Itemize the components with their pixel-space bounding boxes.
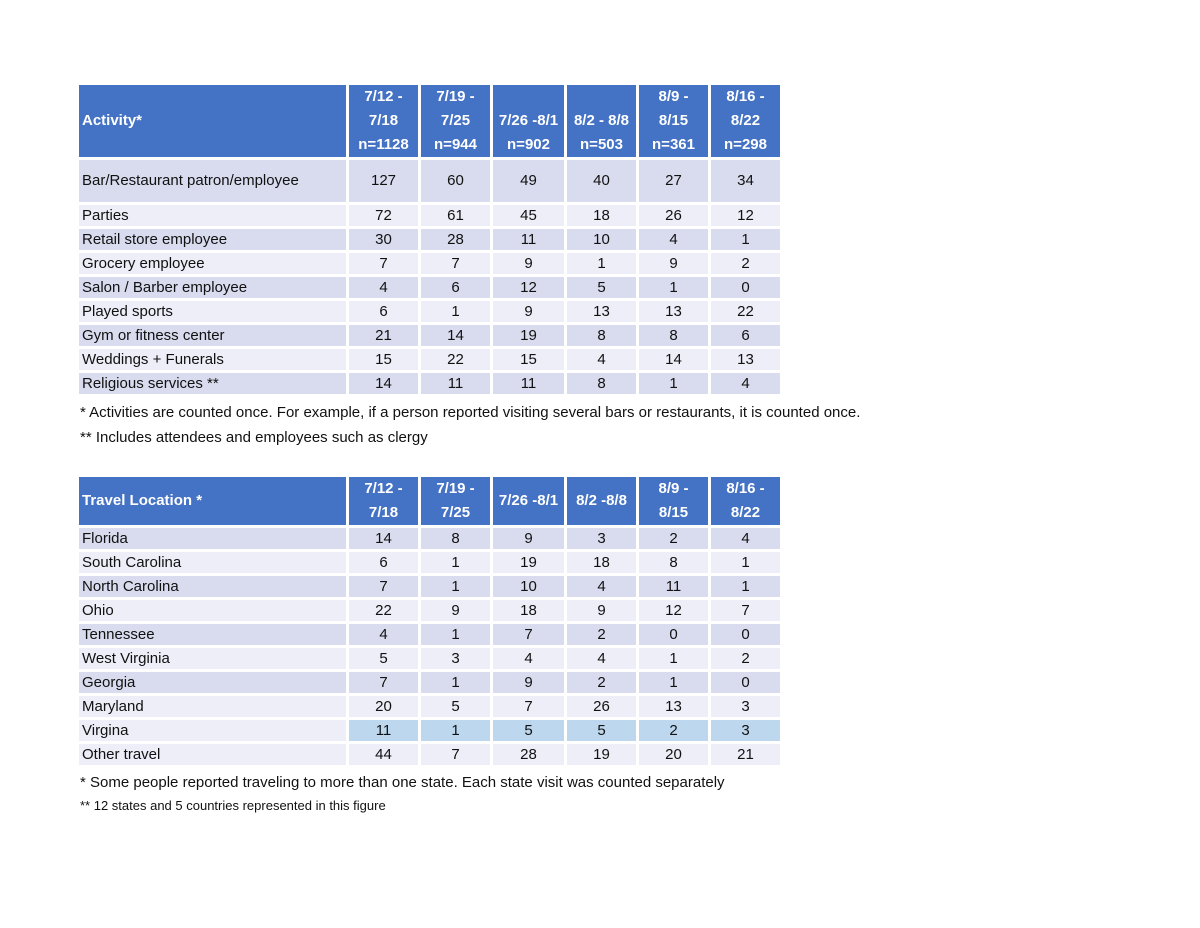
table-cell: 4	[493, 648, 564, 669]
table-cell: 1	[711, 552, 780, 573]
table-cell: 26	[639, 205, 708, 226]
table-cell: 4	[639, 229, 708, 250]
week-column-header: 7/19 - 7/25	[421, 477, 490, 525]
activity-label: Parties	[79, 205, 346, 226]
table-row	[79, 648, 780, 669]
table-cell: 22	[421, 349, 490, 370]
week-column-header: 8/2 -8/8	[567, 477, 636, 525]
table-cell: 12	[711, 205, 780, 226]
activity-footnote: * Activities are counted once. For example, if a person reported visiting several bars or restaurants, it is counted once.	[80, 404, 861, 421]
table-cell: 7	[349, 672, 418, 693]
table-cell: 1	[421, 720, 490, 741]
table-row	[79, 576, 780, 597]
table-cell: 7	[493, 624, 564, 645]
table-cell: 10	[493, 576, 564, 597]
table-cell: 4	[349, 277, 418, 298]
table-row	[79, 373, 780, 394]
table-cell: 30	[349, 229, 418, 250]
travel-header-row	[79, 477, 780, 525]
table-cell: 4	[567, 648, 636, 669]
table-cell: 45	[493, 205, 564, 226]
table-cell: 9	[639, 253, 708, 274]
activity-label: Salon / Barber employee	[79, 277, 346, 298]
table-cell: 8	[567, 373, 636, 394]
table-cell: 13	[567, 301, 636, 322]
table-cell: 14	[421, 325, 490, 346]
table-cell: 0	[711, 277, 780, 298]
table-cell: 44	[349, 744, 418, 765]
table-cell: 19	[567, 744, 636, 765]
activity-column-header: Activity*	[79, 85, 346, 157]
location-label: Tennessee	[79, 624, 346, 645]
table-cell: 28	[421, 229, 490, 250]
location-label: North Carolina	[79, 576, 346, 597]
table-cell: 1	[639, 373, 708, 394]
table-row	[79, 349, 780, 370]
activity-label: Retail store employee	[79, 229, 346, 250]
table-cell: 9	[493, 253, 564, 274]
table-row	[79, 672, 780, 693]
table-cell: 1	[639, 648, 708, 669]
activity-label: Religious services **	[79, 373, 346, 394]
table-cell: 7	[349, 576, 418, 597]
table-cell: 3	[711, 696, 780, 717]
table-cell: 18	[493, 600, 564, 621]
table-cell: 7	[421, 253, 490, 274]
table-cell: 5	[349, 648, 418, 669]
table-cell: 19	[493, 552, 564, 573]
table-cell: 13	[711, 349, 780, 370]
table-cell: 4	[711, 528, 780, 549]
table-cell: 10	[567, 229, 636, 250]
week-column-header: 8/9 - 8/15	[639, 477, 708, 525]
activity-table	[76, 82, 783, 397]
table-cell: 11	[493, 229, 564, 250]
table-cell: 11	[493, 373, 564, 394]
table-cell: 0	[711, 624, 780, 645]
table-row	[79, 624, 780, 645]
table-cell: 12	[493, 277, 564, 298]
activity-label: Grocery employee	[79, 253, 346, 274]
table-cell: 6	[421, 277, 490, 298]
table-cell: 4	[349, 624, 418, 645]
location-label: Georgia	[79, 672, 346, 693]
table-cell: 61	[421, 205, 490, 226]
table-row	[79, 160, 780, 202]
table-cell: 9	[421, 600, 490, 621]
table-cell: 2	[639, 720, 708, 741]
table-cell: 34	[711, 160, 780, 202]
table-cell: 15	[349, 349, 418, 370]
travel-column-header: Travel Location *	[79, 477, 346, 525]
table-row	[79, 301, 780, 322]
table-cell: 20	[349, 696, 418, 717]
table-cell: 11	[639, 576, 708, 597]
table-cell: 4	[711, 373, 780, 394]
week-column-header: 7/12 - 7/18 n=1128	[349, 85, 418, 157]
table-row	[79, 696, 780, 717]
table-row	[79, 600, 780, 621]
activity-label: Weddings + Funerals	[79, 349, 346, 370]
table-cell: 11	[421, 373, 490, 394]
table-row	[79, 325, 780, 346]
week-column-header: 7/19 - 7/25 n=944	[421, 85, 490, 157]
table-cell: 8	[639, 325, 708, 346]
location-label: Other travel	[79, 744, 346, 765]
table-cell: 22	[711, 301, 780, 322]
table-cell: 2	[567, 624, 636, 645]
table-cell: 1	[421, 672, 490, 693]
table-row	[79, 277, 780, 298]
travel-footnote: * Some people reported traveling to more than one state. Each state visit was counted separately	[80, 774, 725, 791]
travel-table	[76, 474, 783, 768]
table-cell: 1	[711, 229, 780, 250]
table-cell: 15	[493, 349, 564, 370]
table-cell: 18	[567, 552, 636, 573]
table-cell: 4	[567, 349, 636, 370]
week-column-header: 8/16 - 8/22	[711, 477, 780, 525]
table-cell: 1	[421, 624, 490, 645]
table-cell: 1	[421, 576, 490, 597]
table-cell: 1	[567, 253, 636, 274]
table-cell: 127	[349, 160, 418, 202]
table-cell: 14	[349, 373, 418, 394]
table-cell: 27	[639, 160, 708, 202]
table-cell: 5	[567, 720, 636, 741]
table-cell: 11	[349, 720, 418, 741]
table-cell: 18	[567, 205, 636, 226]
table-cell: 7	[711, 600, 780, 621]
table-cell: 21	[349, 325, 418, 346]
travel-footnote: ** 12 states and 5 countries represented in this figure	[80, 798, 386, 813]
table-cell: 22	[349, 600, 418, 621]
week-column-header: 7/26 -8/1	[493, 477, 564, 525]
table-cell: 2	[711, 253, 780, 274]
table-row	[79, 744, 780, 765]
table-cell: 28	[493, 744, 564, 765]
table-cell: 2	[639, 528, 708, 549]
table-cell: 8	[639, 552, 708, 573]
table-cell: 9	[567, 600, 636, 621]
table-cell: 6	[711, 325, 780, 346]
table-row	[79, 205, 780, 226]
table-cell: 8	[567, 325, 636, 346]
table-cell: 3	[711, 720, 780, 741]
table-cell: 2	[567, 672, 636, 693]
table-cell: 60	[421, 160, 490, 202]
table-cell: 20	[639, 744, 708, 765]
table-row	[79, 229, 780, 250]
table-cell: 72	[349, 205, 418, 226]
table-cell: 1	[639, 277, 708, 298]
table-cell: 0	[639, 624, 708, 645]
activity-label: Gym or fitness center	[79, 325, 346, 346]
location-label: Virgina	[79, 720, 346, 741]
activity-footnote: ** Includes attendees and employees such as clergy	[80, 429, 428, 446]
table-cell: 6	[349, 552, 418, 573]
table-cell: 9	[493, 672, 564, 693]
week-column-header: 8/9 - 8/15 n=361	[639, 85, 708, 157]
table-row	[79, 720, 780, 741]
location-label: Florida	[79, 528, 346, 549]
table-row	[79, 253, 780, 274]
table-cell: 7	[349, 253, 418, 274]
table-cell: 7	[493, 696, 564, 717]
location-label: Ohio	[79, 600, 346, 621]
table-cell: 21	[711, 744, 780, 765]
table-cell: 13	[639, 696, 708, 717]
table-cell: 1	[639, 672, 708, 693]
table-cell: 9	[493, 528, 564, 549]
week-column-header: 8/16 - 8/22 n=298	[711, 85, 780, 157]
table-cell: 4	[567, 576, 636, 597]
table-cell: 12	[639, 600, 708, 621]
table-cell: 26	[567, 696, 636, 717]
table-cell: 5	[421, 696, 490, 717]
location-label: West Virginia	[79, 648, 346, 669]
table-row	[79, 552, 780, 573]
table-row	[79, 528, 780, 549]
table-cell: 14	[349, 528, 418, 549]
location-label: South Carolina	[79, 552, 346, 573]
table-cell: 7	[421, 744, 490, 765]
week-column-header: 7/12 - 7/18	[349, 477, 418, 525]
table-cell: 8	[421, 528, 490, 549]
activity-label: Played sports	[79, 301, 346, 322]
location-label: Maryland	[79, 696, 346, 717]
table-cell: 19	[493, 325, 564, 346]
table-cell: 40	[567, 160, 636, 202]
activity-label: Bar/Restaurant patron/employee	[79, 160, 346, 202]
table-cell: 49	[493, 160, 564, 202]
table-cell: 1	[711, 576, 780, 597]
table-cell: 1	[421, 552, 490, 573]
table-cell: 14	[639, 349, 708, 370]
table-cell: 13	[639, 301, 708, 322]
table-cell: 5	[567, 277, 636, 298]
activity-header-row	[79, 85, 780, 157]
table-cell: 9	[493, 301, 564, 322]
table-cell: 2	[711, 648, 780, 669]
table-cell: 3	[567, 528, 636, 549]
table-cell: 5	[493, 720, 564, 741]
table-cell: 1	[421, 301, 490, 322]
table-cell: 6	[349, 301, 418, 322]
week-column-header: 8/2 - 8/8 n=503	[567, 85, 636, 157]
table-cell: 0	[711, 672, 780, 693]
week-column-header: 7/26 -8/1 n=902	[493, 85, 564, 157]
table-cell: 3	[421, 648, 490, 669]
